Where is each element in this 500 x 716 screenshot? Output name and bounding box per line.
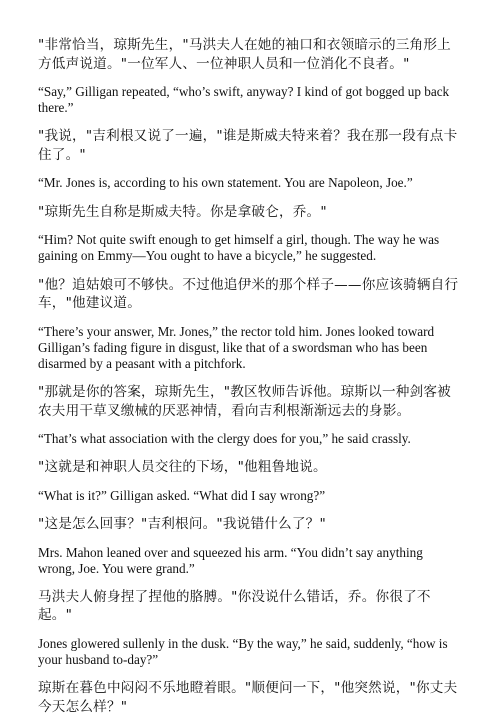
paragraph-zh: "我说，"吉利根又说了一遍，"谁是斯威夫特来着？我在那一段有点卡住了。": [38, 128, 458, 163]
paragraph-zh: "那就是你的答案，琼斯先生，"教区牧师告诉他。琼斯以一种剑客被农夫用干草叉缴械的厌恶神情，看向吉利根渐渐远去的身影。: [38, 384, 451, 419]
paragraph-zh: "这是怎么回事？"吉利根问。"我说错什么了？": [38, 516, 326, 533]
paragraph-zh: "他？追姑娘可不够快。不过他追伊米的那个样子——你应该骑辆自行车，"他建议道。: [38, 276, 459, 312]
paragraph-en: “Him? Not quite swift enough to get himself a girl, though. The way he was gaining on Emmy—You ought to have a bicycle,” he suggested.: [38, 232, 440, 264]
paragraph-zh: "琼斯先生自称是斯威夫特。你是拿破仑，乔。": [38, 203, 327, 220]
paragraph-zh: "非常恰当，琼斯先生，"马洪夫人在她的袖口和衣领暗示的三角形上方低声说道。"一位军人、一位神职人员和一位消化不良者。": [38, 37, 451, 72]
paragraph-en: “That’s what association with the clergy does for you,” he said crassly.: [38, 431, 411, 447]
paragraph-zh: 琼斯在暮色中闷闷不乐地瞪着眼。"顺便问一下，"他突然说，"你丈夫今天怎么样？": [38, 680, 458, 715]
paragraph-en: “Mr. Jones is, according to his own statement. You are Napoleon, Joe.”: [38, 175, 413, 191]
paragraph-en: Jones glowered sullenly in the dusk. “By the way,” he said, suddenly, “how is your husband to-day?”: [38, 635, 448, 668]
paragraph-en: Mrs. Mahon leaned over and squeezed his arm. “You didn’t say anything wrong, Joe. You were grand.”: [38, 544, 423, 576]
paragraph-en: “There’s your answer, Mr. Jones,” the rector told him. Jones looked toward Gilligan’s fading figure in disgust, like that of a swordsman who has been disarmed by a peasant with a pitchfork.: [38, 323, 435, 371]
paragraph-en: “Say,” Gilligan repeated, “who’s swift, anyway? I kind of got bogged up back there.”: [38, 84, 450, 116]
paragraph-zh: 马洪夫人俯身捏了捏他的胳膊。"你没说什么错话，乔。你很了不起。": [38, 588, 431, 624]
paragraph-zh: "这就是和神职人员交往的下场，"他粗鲁地说。: [38, 459, 327, 476]
paragraph-en: “What is it?” Gilligan asked. “What did I say wrong?”: [38, 487, 326, 503]
